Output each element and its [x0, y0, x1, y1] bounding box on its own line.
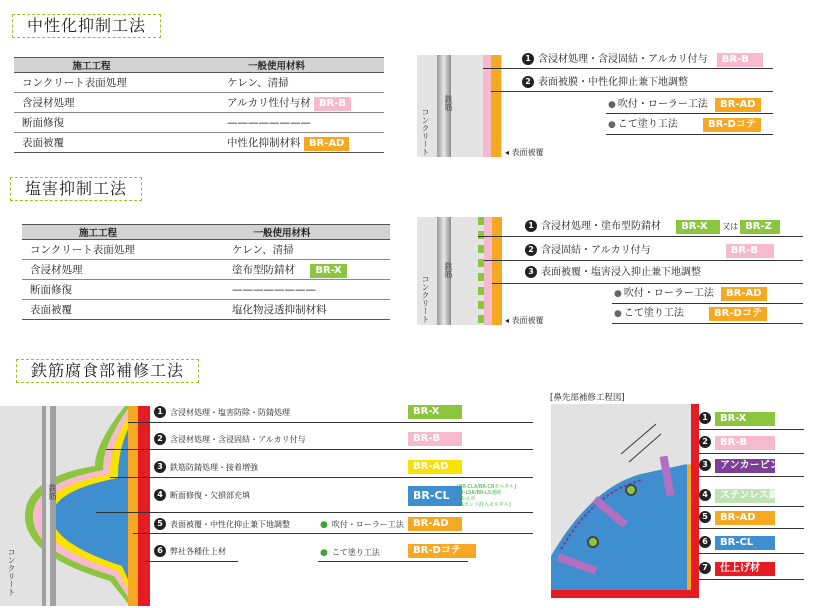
nose-item: [699, 436, 775, 450]
cl-material-note: [BR-CLA/BR-CBモルタル] BR-LSR/BR-LS速硬 BR-エポ BRボンド混入モルタル]: [457, 484, 517, 508]
concrete-label: コンクリート: [421, 108, 430, 156]
section-title-neutralization: 中性化抑制工法: [12, 14, 161, 38]
process-cell: 表面被覆: [22, 300, 174, 320]
leader-line: [106, 449, 533, 450]
product-badge: BR-AD: [408, 460, 462, 474]
product-badge: BR-AD: [715, 511, 775, 525]
col-header-materials: 一般使用材料: [169, 58, 384, 73]
repair-step-1: 1 含浸材処理・塩害防除・防錆処理: [154, 406, 290, 420]
product-badge: BR-AD: [721, 287, 767, 301]
product-badge: BR-AD: [715, 98, 761, 112]
material-cell: 塩化物浸透抑制材料: [174, 300, 390, 320]
leader-line: [612, 323, 803, 324]
leader-line: [606, 134, 773, 135]
table-row: [14, 73, 384, 93]
number-badge: 4: [699, 489, 711, 501]
leader-line: [606, 113, 773, 114]
material-cell: ————————: [169, 113, 384, 133]
layer-finish: [138, 406, 150, 606]
table-row: [22, 280, 390, 300]
number-badge: 2: [522, 76, 534, 88]
process-cell: コンクリート表面処理: [22, 240, 174, 260]
surface-label: ◂ 表面被覆: [505, 148, 544, 157]
option-trowel: ● こて塗り工法: [320, 548, 380, 558]
layer-pink: [483, 55, 491, 157]
rebar-label: 鉄筋: [48, 484, 57, 500]
col-header-materials: 一般使用材料: [174, 225, 390, 240]
material-cell: アルカリ性付与材 BR-B: [169, 93, 384, 113]
leader-line: [483, 68, 773, 69]
layer-orange: [128, 406, 138, 606]
material-cell: 中性化抑制材料 BR-AD: [169, 133, 384, 153]
repair-step-3: 3 鉄筋防錆処理・接着増強: [154, 461, 258, 475]
section-title-salt-damage: 塩害抑制工法: [10, 177, 142, 201]
nose-item: [699, 511, 775, 525]
product-badge: BR-AD: [408, 517, 462, 531]
layer-orange: [491, 55, 501, 157]
leader-line: [699, 528, 804, 529]
step-1: 1 含浸材処理・含浸固結・アルカリ付与 BR-B: [522, 53, 763, 67]
leader-line: [144, 561, 238, 562]
product-badge: BR-X: [715, 412, 775, 426]
table-row: [14, 133, 384, 153]
material-cell: ケレン、清掃: [174, 240, 390, 260]
option-spray: ● 吹付・ローラー工法 BR-AD: [608, 98, 761, 112]
option-trowel: ● こて塗り工法 BR-Dコテ: [614, 307, 767, 321]
number-badge: 6: [699, 536, 711, 548]
repair-step-2: 2 含浸材処理・含浸固結・アルカリ付与: [154, 433, 306, 447]
materials-table-salt: [22, 224, 390, 320]
leader-line: [612, 303, 803, 304]
layer-pink: [484, 217, 492, 325]
step-1: 1 含浸材処理・塗布型防錆材 BR-X 又は BR-Z: [525, 220, 780, 234]
step-3: 3 表面被覆・塩害浸入抑止兼下地調整: [525, 266, 701, 280]
rebar: [626, 485, 636, 495]
nose-repair-diagram: [551, 404, 699, 598]
leader-line: [96, 512, 533, 513]
number-badge: 3: [525, 266, 537, 278]
number-badge: 2: [525, 244, 537, 256]
table-row: [14, 93, 384, 113]
number-badge: 1: [522, 53, 534, 65]
layer-orange: [492, 217, 502, 325]
nose-item: [699, 562, 775, 576]
concrete-label: コンクリート: [421, 275, 430, 323]
process-cell: 断面修復: [14, 113, 169, 133]
leader-line: [318, 561, 468, 562]
product-badge: BR-B: [314, 97, 351, 111]
option-spray: ● 吹付・ローラー工法: [320, 520, 404, 530]
repair-step-4: 4 断面修復・欠損部充填: [154, 489, 250, 503]
nose-item: [699, 536, 775, 550]
nose-item: [699, 489, 779, 503]
nose-item: [699, 412, 775, 426]
leader-line: [491, 91, 773, 92]
product-badge: BR-AD: [304, 137, 350, 151]
product-badge: BR-Dコテ: [703, 118, 761, 132]
product-badge: BR-B: [408, 432, 462, 446]
number-badge: 1: [699, 412, 711, 424]
material-cell: ケレン、清掃: [169, 73, 384, 93]
process-cell: 含浸材処理: [14, 93, 169, 113]
product-badge: BR-CL: [408, 486, 462, 506]
table-row: [14, 113, 384, 133]
material-cell: ————————: [174, 280, 390, 300]
leader-line: [699, 476, 804, 477]
number-badge: 2: [699, 436, 711, 448]
rebar-repair-diagram: [0, 406, 150, 606]
col-header-process: 施工工程: [22, 225, 174, 240]
table-row: [22, 300, 390, 320]
process-cell: 断面修復: [22, 280, 174, 300]
number-badge: 7: [699, 562, 711, 574]
step-2: 2 表面被膜・中性化抑止兼下地調整: [522, 76, 688, 90]
rebar-label: 鉄筋: [444, 95, 453, 111]
option-spray: ● 吹付・ローラー工法 BR-AD: [614, 287, 767, 301]
product-badge: BR-B: [717, 53, 763, 67]
process-cell: コンクリート表面処理: [14, 73, 169, 93]
product-badge: BR-X: [408, 405, 462, 419]
repair-step-5: 5 表面被覆・中性化抑止兼下地調整: [154, 518, 290, 532]
leader-line: [128, 422, 533, 423]
leader-line: [699, 506, 804, 507]
leader-line: [699, 579, 804, 580]
leader-line: [110, 477, 533, 478]
nose-item: [699, 459, 780, 473]
rebar: [588, 537, 598, 547]
product-badge: BR-CL: [715, 536, 775, 550]
option-trowel: ● こて塗り工法 BR-Dコテ: [608, 118, 761, 132]
product-badge: BR-X: [676, 220, 720, 234]
leader-line: [699, 553, 804, 554]
nose-diagram-title: [鼻先部補修工程図]: [550, 393, 625, 403]
leader-line: [133, 533, 533, 534]
product-badge: BR-B: [726, 244, 774, 258]
leader-line: [699, 429, 804, 430]
leader-line: [478, 236, 803, 237]
process-cell: 含浸材処理: [22, 260, 174, 280]
leader-line: [492, 283, 803, 284]
leader-line: [699, 453, 804, 454]
material-cell: 塗布型防錆材 BR-X: [174, 260, 390, 280]
concrete-label: コンクリート: [7, 548, 16, 596]
number-badge: 5: [699, 511, 711, 523]
product-badge: BR-B: [715, 436, 775, 450]
leader-line: [484, 260, 803, 261]
table-row: [22, 260, 390, 280]
rebar-label: 鉄筋: [444, 262, 453, 278]
materials-table-neutralization: [14, 57, 384, 153]
product-badge: ステンレス網: [715, 489, 775, 503]
product-badge: アンカーピン: [715, 459, 775, 473]
product-badge: 仕上げ材: [715, 562, 775, 576]
repair-step-6: 6 弊社各種仕上材: [154, 545, 226, 559]
step-2: 2 含浸固結・アルカリ付与 BR-B: [525, 244, 774, 258]
number-badge: 1: [525, 220, 537, 232]
table-row: [22, 240, 390, 260]
product-badge: BR-X: [310, 264, 346, 278]
product-badge: BR-Z: [740, 220, 780, 234]
product-badge: BR-Dコテ: [408, 544, 476, 558]
product-badge: BR-Dコテ: [709, 307, 767, 321]
surface-label: ◂ 表面被覆: [505, 316, 544, 325]
section-title-rebar-repair: 鉄筋腐食部補修工法: [16, 359, 199, 383]
col-header-process: 施工工程: [14, 58, 169, 73]
process-cell: 表面被覆: [14, 133, 169, 153]
number-badge: 3: [699, 459, 711, 471]
